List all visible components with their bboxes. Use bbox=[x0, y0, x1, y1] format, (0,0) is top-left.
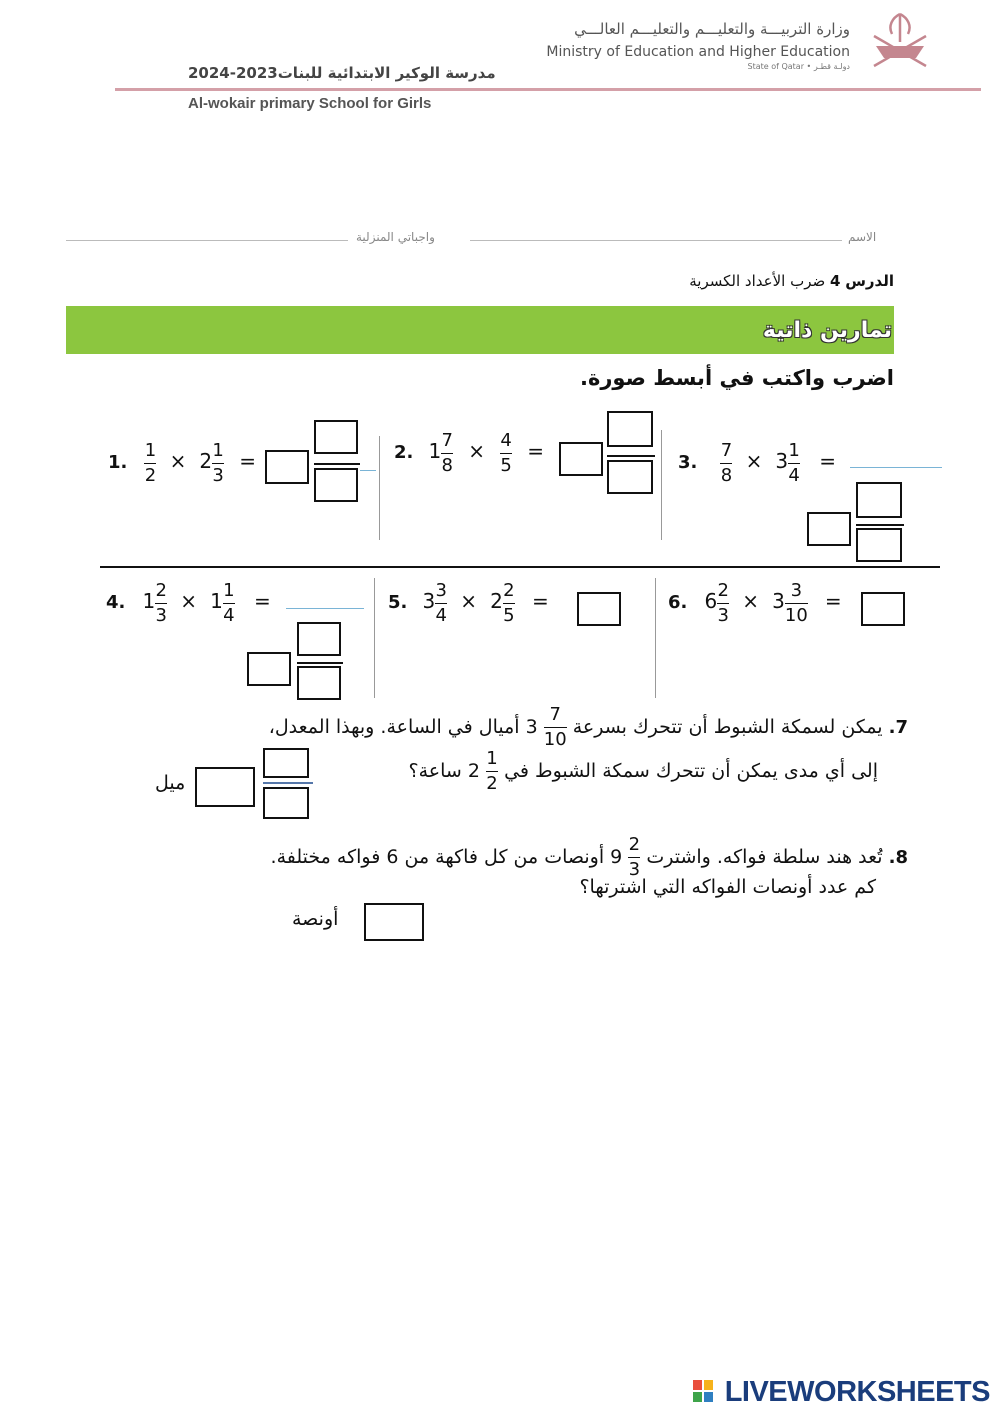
question-7-line-1: 7. يمكن لسمكة الشبوط أن تتحرك بسرعة $\frac{7}{10}$ 3 أميال في الساعة. وبهذا المعدل، bbox=[268, 704, 908, 750]
answer-3-numerator[interactable] bbox=[856, 482, 902, 518]
answer-7-whole[interactable] bbox=[195, 767, 255, 807]
question-8-line-2: كم عدد أونصات الفواكه التي اشترتها؟ bbox=[579, 876, 876, 898]
problem-3: 3. $\frac{7}{8}$ × 3 $\frac{1}{4}$ = bbox=[678, 440, 837, 486]
separator bbox=[379, 436, 380, 540]
homework-label: واجباتي المنزلية bbox=[356, 230, 435, 244]
school-name-en: Al-wokair primary School for Girls bbox=[188, 95, 432, 112]
answer-2-bar bbox=[607, 455, 655, 457]
liveworksheets-logo-icon bbox=[693, 1380, 713, 1402]
answer-3-whole[interactable] bbox=[807, 512, 851, 546]
name-line bbox=[470, 240, 842, 241]
instruction: اضرب واكتب في أبسط صورة. bbox=[579, 366, 894, 390]
homework-line bbox=[66, 240, 348, 241]
answer-3-denominator[interactable] bbox=[856, 528, 902, 562]
answer-4-numerator[interactable] bbox=[297, 622, 341, 656]
answer-7-numerator[interactable] bbox=[263, 748, 309, 778]
name-label: الاسم bbox=[848, 230, 877, 244]
problem-1: 1. $\frac{1}{2}$ × 2 $\frac{1}{3}$ = bbox=[108, 440, 257, 486]
state-label: State of Qatar • دولـة قطـر bbox=[747, 62, 850, 71]
answer-2-denominator[interactable] bbox=[607, 460, 653, 494]
answer-1-numerator[interactable] bbox=[314, 420, 358, 454]
row-divider bbox=[100, 566, 940, 568]
ministry-name-ar: وزارة التربيـــة والتعليـــم والتعليـــم العالـــي bbox=[574, 20, 850, 38]
answer-1-denominator[interactable] bbox=[314, 468, 358, 502]
answer-4-bar bbox=[297, 662, 343, 664]
school-name-ar: مدرسة الوكير الابتدائية للبنات2023-2024 bbox=[188, 64, 496, 82]
question-8-line-1: 8. تُعد هند سلطة فواكه. واشترت $\frac{2}{3}$ 9 أونصات من كل فاكهة من 6 فواكه مختلفة. bbox=[270, 834, 908, 880]
banner-title: تمارين ذاتية bbox=[762, 318, 892, 343]
problem-4: 4. 1 $\frac{2}{3}$ × 1 $\frac{1}{4}$ = bbox=[106, 580, 271, 626]
ministry-logo bbox=[868, 8, 932, 74]
separator bbox=[655, 578, 656, 698]
problem-6: 6. 6 $\frac{2}{3}$ × 3 $\frac{3}{10}$ = bbox=[668, 580, 842, 626]
answer-2-numerator[interactable] bbox=[607, 411, 653, 447]
lesson-name: ضرب الأعداد الكسرية bbox=[689, 272, 826, 290]
problem-5: 5. 3 $\frac{3}{4}$ × 2 $\frac{2}{5}$ = bbox=[388, 580, 549, 626]
liveworksheets-logo: LIVEWORKSHEETS bbox=[724, 1376, 990, 1408]
lesson-label: الدرس bbox=[845, 272, 894, 290]
answer-4-whole[interactable] bbox=[247, 652, 291, 686]
answer-2-whole[interactable] bbox=[559, 442, 603, 476]
question-8-unit: أونصة bbox=[292, 908, 339, 930]
answer-6[interactable] bbox=[861, 592, 905, 626]
answer-7-denominator[interactable] bbox=[263, 787, 309, 819]
lesson-number: 4 bbox=[830, 272, 841, 290]
separator bbox=[661, 430, 662, 540]
answer-1-whole[interactable] bbox=[265, 450, 309, 484]
answer-8[interactable] bbox=[364, 903, 424, 941]
header-divider bbox=[115, 88, 981, 91]
answer-4-denominator[interactable] bbox=[297, 666, 341, 700]
lesson-title bbox=[689, 272, 894, 290]
ministry-name-en: Ministry of Education and Higher Education bbox=[546, 44, 850, 60]
answer-7-bar bbox=[263, 782, 313, 784]
answer-5[interactable] bbox=[577, 592, 621, 626]
answer-1-bar bbox=[314, 463, 360, 465]
question-7-unit: ميل bbox=[155, 772, 186, 794]
question-7-line-2: إلى أي مدى يمكن أن تتحرك سمكة الشبوط في $\frac{1}{2}$ 2 ساعة؟ bbox=[408, 748, 878, 794]
answer-3-bar bbox=[856, 524, 904, 526]
problem-2: 2. 1 $\frac{7}{8}$ × $\frac{4}{5}$ = bbox=[394, 430, 545, 476]
separator bbox=[374, 578, 375, 698]
